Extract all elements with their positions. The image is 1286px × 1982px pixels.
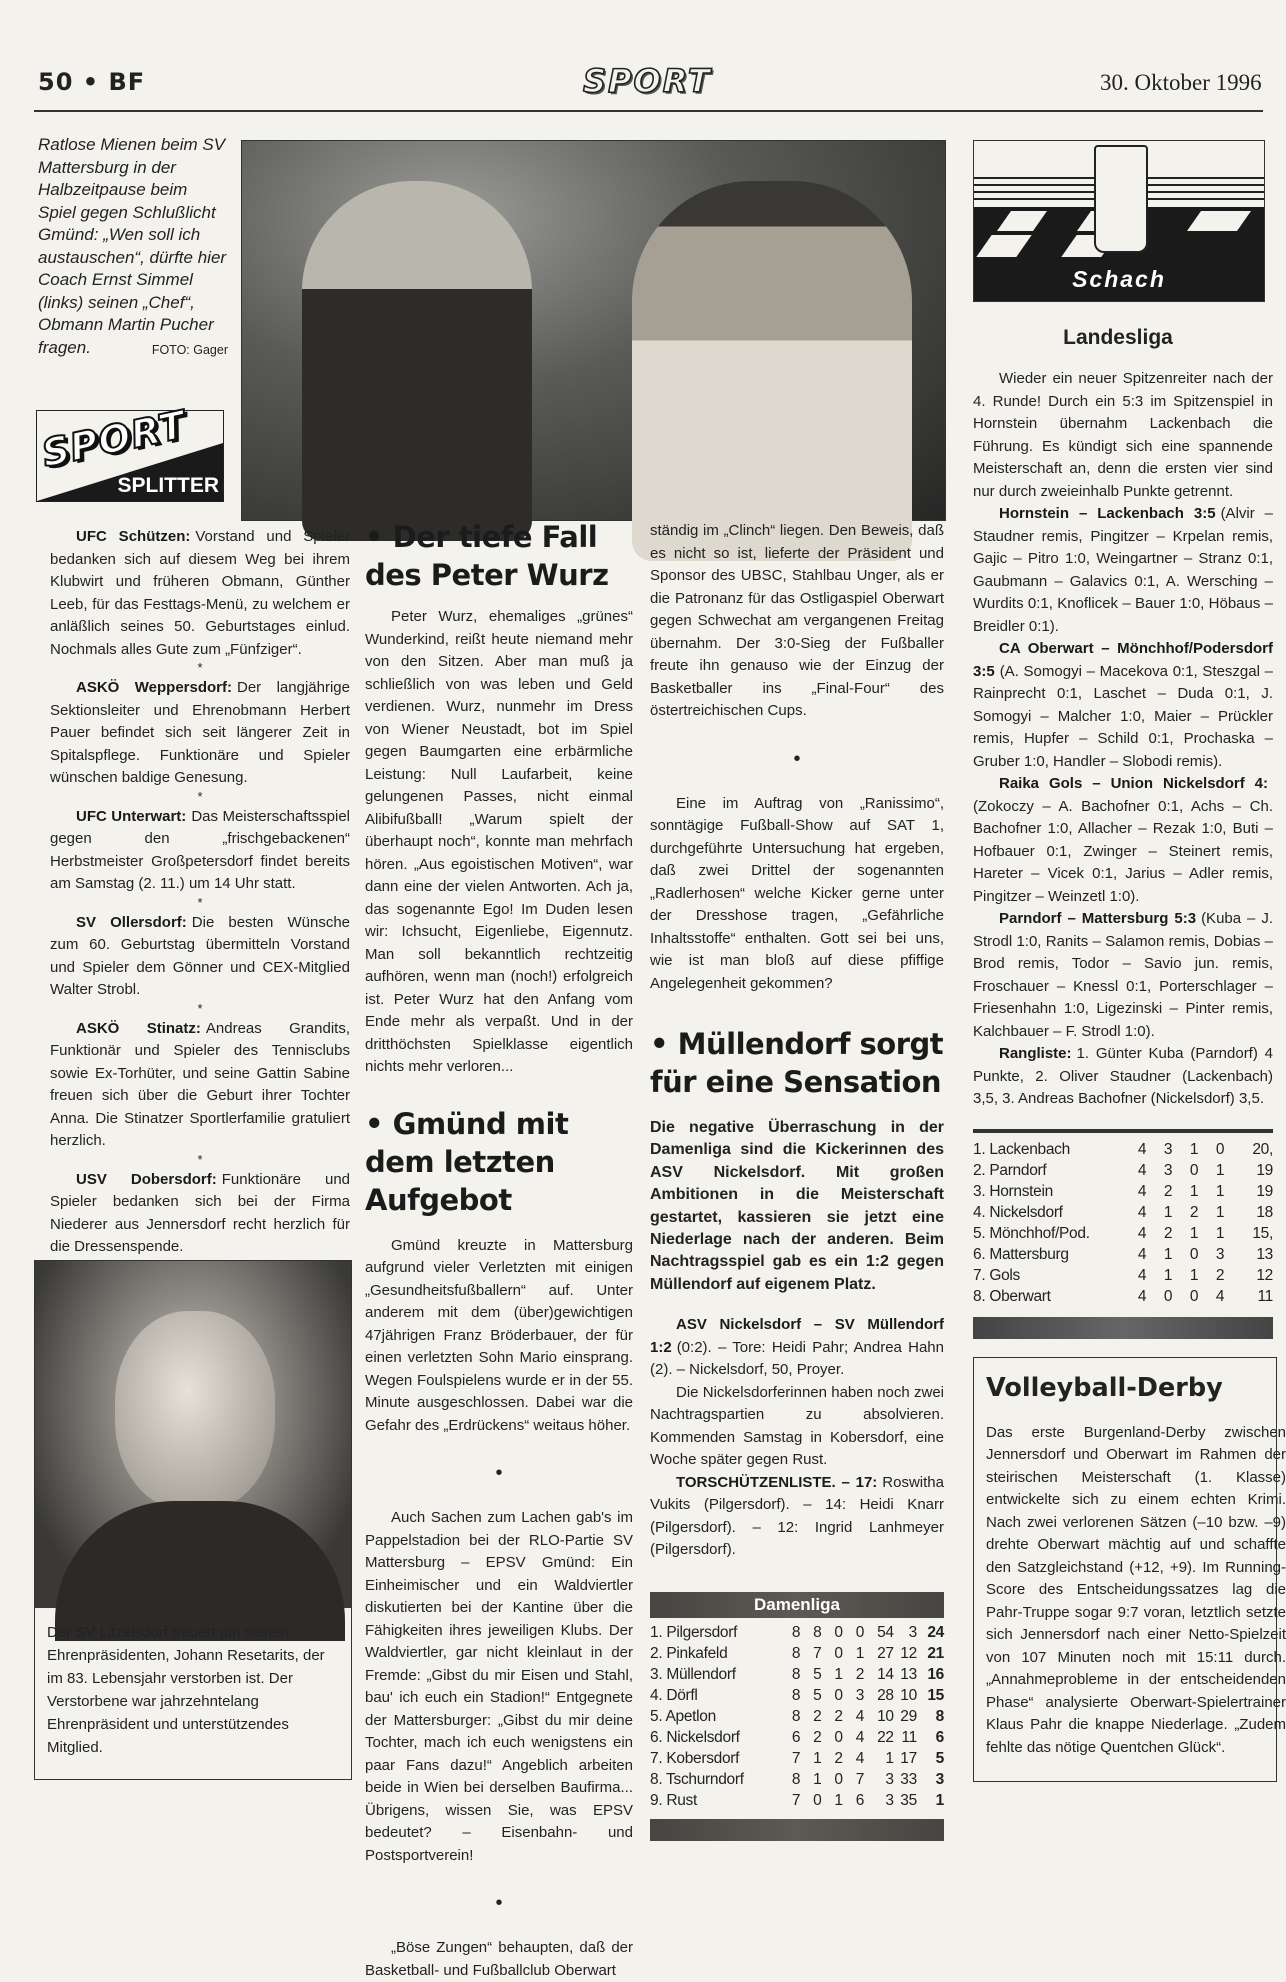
article-column-2 [365, 518, 633, 1982]
splitter-item [50, 912, 350, 1002]
table-cell: 3 [1207, 1244, 1233, 1265]
table-cell: 35 [894, 1790, 917, 1811]
table-cell: 17 [894, 1748, 917, 1769]
table-cell: 0 [828, 1727, 849, 1748]
table-cell: 29 [894, 1706, 917, 1727]
table-cell: 1 [1207, 1202, 1233, 1223]
table-cell: 6 [917, 1727, 944, 1748]
splitter-item-lead: UFC Schützen: [76, 528, 190, 545]
table-cell: 0 [1181, 1244, 1207, 1265]
table-cell: 1 [849, 1643, 870, 1664]
table-row [650, 1790, 944, 1811]
table-cell: 3. Hornstein [973, 1181, 1129, 1202]
separator-star: * [50, 1153, 350, 1166]
headline-gmuend: • Gmünd mit dem letzten Aufgebot [365, 1105, 633, 1219]
table-cell: 4 [1129, 1286, 1155, 1307]
table-cell: 1 [807, 1748, 828, 1769]
splitter-item [50, 526, 350, 661]
table-cell: 8 [785, 1664, 806, 1685]
bullet-separator: • [365, 1891, 633, 1915]
table-cell: 28 [871, 1685, 894, 1706]
table-cell: 12 [894, 1643, 917, 1664]
table-cell: 3 [849, 1685, 870, 1706]
separator-star: * [50, 896, 350, 909]
table-cell: 14 [871, 1664, 894, 1685]
chess-column [973, 140, 1283, 1782]
table-cell: 5 [807, 1664, 828, 1685]
table-cell: 5 [807, 1685, 828, 1706]
table-cell: 5. Mönchhof/Pod. [973, 1223, 1129, 1244]
table-cell: 19 [1233, 1160, 1273, 1181]
table-cell: 18 [1233, 1202, 1273, 1223]
table-cell: 7 [849, 1769, 870, 1790]
table-cell: 2 [1181, 1202, 1207, 1223]
table-cell: 0 [807, 1790, 828, 1811]
table-cell: 3 [1155, 1139, 1181, 1160]
splitter-item-lead: UFC Unterwart: [76, 808, 186, 825]
chess-intro: Wieder ein neuer Spitzenreiter nach der 4. Runde! Durch ein 5:3 im Spitzenspiel in Hornstein übernahm Lackenbach die Führung. Es kündigt sich eine spannende Meisterschaft an, denn die ersten vier sind nur durch zweieinhalb Punkte getrennt. [973, 368, 1273, 503]
table-cell: 13 [1233, 1244, 1273, 1265]
chess-game-lead: CA Oberwart – Mönchhof/Podersdorf 3:5 [973, 640, 1273, 680]
table-cell: 7 [785, 1790, 806, 1811]
table-cell: 1. Lackenbach [973, 1139, 1129, 1160]
table-cell: 4 [1129, 1202, 1155, 1223]
splitter-item [50, 677, 350, 790]
table-cell: 11 [1233, 1286, 1273, 1307]
article-paragraph: Gmünd kreuzte in Mattersburg aufgrund vieler Verletzten mit einigen „Gesundheitsfußballern“ auf. Unter anderem mit dem (über)gewichtigen 47jährigen Franz Bröderbauer, der für einen verletzten Sohn Mario einsprang. Wegen Foulspielens wurde er in der 55. Minute ausgeschlossen. Dabei war die Gefahr des „Erdrückens“ weitaus höher. [365, 1235, 633, 1438]
chess-game-text: (Zokoczy – A. Bachofner 0:1, Achs – Ch. Bachofner 1:0, Allacher – Rezak 1:0, Buti – Hofbauer 0:1, Zwinger – Steinert remis, Hareter – Vicek 0:1, Jarius – Adler remis, Pingitzer – Weinzetl 1:0). [973, 798, 1273, 905]
page-number-label: 50 • BF [38, 68, 145, 96]
chess-logo [973, 140, 1265, 302]
main-photo [241, 140, 946, 521]
chess-report [973, 368, 1273, 1111]
table-footer-bar [650, 1819, 944, 1841]
table-cell: 1 [871, 1748, 894, 1769]
table-cell: 22 [871, 1727, 894, 1748]
scorers-lead: TORSCHÜTZENLISTE. – 17: [676, 1474, 877, 1491]
table-row [650, 1643, 944, 1664]
table-cell: 54 [871, 1622, 894, 1643]
table-cell: 7 [785, 1748, 806, 1769]
article-paragraph: „Böse Zungen“ behaupten, daß der Basketball- und Fußballclub Oberwart [365, 1937, 633, 1982]
table-cell: 8. Tschurndorf [650, 1769, 785, 1790]
article-continuation [650, 520, 944, 995]
article-wurz-body: Peter Wurz, ehemaliges „grünes“ Wunderkind, reißt heute niemand mehr von den Sitzen. Aber man muß ja schließlich von was leben und Geld verdienen. Wurz, nunmehr im Dress von Wiener Neustadt, bot im Spiel gegen Baumgarten eine erbärmliche Leistung: Null Laufarbeit, keine gelungenen Passes, nicht einmal Alibifußball! „Warum spielt der überhaupt noch“, konnte man mehrfach hören. „Aus egoistischen Motiven“, war dann eine der vielen Antworten. Ach ja, das sogenannte Ego! Im Duden lesen wir: Ichsucht, Eigenliebe, Eigennutz. Man soll bekanntlich rechtzeitig aufhören, wenn man (noch!) erfolgreich ist. Peter Wurz hat den Anfang vom Ende mehr als verpaßt. Und in der dritthöchsten Spielklasse eigentlich nichts mehr verloren... [365, 606, 633, 1079]
table-cell: 4 [1129, 1160, 1155, 1181]
table-cell: 1 [917, 1790, 944, 1811]
table-cell: 1 [828, 1790, 849, 1811]
chess-game-lead: Parndorf – Mattersburg 5:3 [999, 910, 1196, 927]
table-row [973, 1286, 1273, 1307]
table-cell: 5 [917, 1748, 944, 1769]
article-paragraph: Eine im Auftrag von „Ranissimo“, sonntägige Fußball-Show auf SAT 1, durchgeführte Untersuchung hat ergeben, daß zwei Drittel der sogenannten „Radlerhosen“ welche Kicker gerne unter der Dresshose tragen, „Gefährliche Inhaltsstoffe“ enthalten. Gott sei bei uns, wie ist man bloß auf diese pfiffige Angelegenheit gekommen? [650, 793, 944, 996]
table-cell: 1. Pilgersdorf [650, 1622, 785, 1643]
table-cell: 0 [1181, 1160, 1207, 1181]
table-cell: 24 [917, 1622, 944, 1643]
issue-date: 30. Oktober 1996 [1100, 70, 1262, 96]
table-cell: 1 [1155, 1244, 1181, 1265]
article-gmuend [365, 1235, 633, 1982]
table-cell: 0 [828, 1643, 849, 1664]
table-cell: 27 [871, 1643, 894, 1664]
chess-game-lead: Hornstein – Lackenbach 3:5 [999, 505, 1216, 522]
table-row [650, 1622, 944, 1643]
table-cell: 4 [1129, 1244, 1155, 1265]
table-row [973, 1181, 1273, 1202]
table-cell: 10 [871, 1706, 894, 1727]
table-cell: 0 [1181, 1286, 1207, 1307]
table-cell: 7. Kobersdorf [650, 1748, 785, 1769]
table-cell: 11 [894, 1727, 917, 1748]
table-cell: 1 [1207, 1223, 1233, 1244]
table-cell: 3. Müllendorf [650, 1664, 785, 1685]
table-row [650, 1748, 944, 1769]
chess-game [973, 908, 1273, 1043]
chess-game [973, 1043, 1273, 1111]
splitter-item [50, 1018, 350, 1153]
table-cell: 8 [785, 1769, 806, 1790]
table-cell: 8. Oberwart [973, 1286, 1129, 1307]
table-cell: 6 [849, 1790, 870, 1811]
table-cell: 0 [1155, 1286, 1181, 1307]
table-cell: 6 [785, 1727, 806, 1748]
photo-person-left [302, 181, 532, 541]
table-cell: 1 [1155, 1202, 1181, 1223]
table-row [650, 1727, 944, 1748]
photo-caption [38, 134, 228, 361]
separator-star: * [50, 790, 350, 803]
table-cell: 0 [828, 1685, 849, 1706]
headline-muellendorf: • Müllendorf sorgt für eine Sensation [650, 1025, 944, 1101]
separator-star: * [50, 661, 350, 674]
table-cell: 1 [1207, 1160, 1233, 1181]
splitter-column [50, 526, 350, 1259]
splitter-item-lead: USV Dobersdorf: [76, 1171, 217, 1188]
volleyball-headline: Volleyball-Derby [986, 1368, 1264, 1408]
splitter-item-text: Andreas Grandits, Funktionär und Spieler des Tennisclubs sowie Ex-Torhüter, und seine Gattin Sabine freuen sich über die Geburt ihrer Tochter Anna. Die Stinatzer Sportlerfamilie gratuliert herzlich. [50, 1020, 350, 1150]
headline-wurz: • Der tiefe Fall des Peter Wurz [365, 518, 633, 594]
table-cell: 1 [1181, 1265, 1207, 1286]
table-cell: 2 [1155, 1181, 1181, 1202]
table-cell: 2 [807, 1706, 828, 1727]
table-cell: 2 [1207, 1265, 1233, 1286]
article-paragraph: ständig im „Clinch“ liegen. Den Beweis, daß es nicht so ist, lieferte der Präsident und Sponsor des UBSC, Stahlbau Unger, als er die Patronanz für das Ostligaspiel Oberwart gegen Schwechat am vergangenen Freitag übernahm. Der 3:0-Sieg der Fußballer freute ihn genauso wie der Einzug der Basketballer ins „Final-Four“ des östertreichischen Cups. [650, 520, 944, 723]
table-cell: 8 [785, 1643, 806, 1664]
chess-game [973, 503, 1273, 638]
table-cell: 19 [1233, 1181, 1273, 1202]
table-cell: 2 [828, 1706, 849, 1727]
table-row [973, 1160, 1273, 1181]
table-row [973, 1139, 1273, 1160]
article-paragraph: Auch Sachen zum Lachen gab's im Pappelstadion bei der RLO-Partie SV Mattersburg – EPSV Gmünd: Ein Einheimischer und ein Waldviertler diskutierten bei der Kantine über die Fähigkeiten ihres jeweiligen Klubs. Der Waldviertler, gar nicht kleinlaut in der Fremde: „Gibst du mir Eisen und Stahl, bau' ich euch ein Stadion!“ Entgegnete der Mattersburger: „Gibst du mir deine Tochter, mach ich euch wenigstens ein paar Fans dazu!“ Angeblich arbeiten beide in Wien bei derselben Baufirma... Übrigens, wissen Sie, was EPSV bedeutet? – Eisenbahn- und Postsportverein! [365, 1507, 633, 1867]
article-column-3 [650, 520, 944, 1841]
table-cell: 1 [1181, 1181, 1207, 1202]
table-row [650, 1664, 944, 1685]
table-cell: 4 [849, 1727, 870, 1748]
damenliga-title: Damenliga [650, 1592, 944, 1618]
table-cell: 6. Nickelsdorf [650, 1727, 785, 1748]
table-cell: 8 [785, 1622, 806, 1643]
table-cell: 16 [917, 1664, 944, 1685]
volleyball-box [973, 1357, 1277, 1783]
table-cell: 4 [1129, 1265, 1155, 1286]
table-cell: 13 [894, 1664, 917, 1685]
splitter-item-text: Funktionäre und Spieler bedanken sich bei der Firma Niederer aus Jennersdorf recht herzlich für die Dressenspende. [50, 1171, 350, 1256]
splitter-item [50, 1169, 350, 1259]
result-text: (0:2). – Tore: Heidi Pahr; Andrea Hahn (2). – Nickelsdorf, 50, Proyer. [650, 1339, 944, 1379]
table-footer-bar [973, 1317, 1273, 1339]
obituary-photo [34, 1260, 352, 1608]
table-row [973, 1244, 1273, 1265]
section-title: SPORT [583, 62, 712, 100]
table-row [973, 1223, 1273, 1244]
chess-game-text: 1. Günter Kuba (Parndorf) 4 Punkte, 2. Oliver Staudner (Lackenbach) 3,5, 3. Andreas Bachofner (Nickelsdorf) 3,5. [973, 1045, 1273, 1107]
table-cell: 4 [1207, 1286, 1233, 1307]
table-row [650, 1685, 944, 1706]
table-cell: 8 [785, 1685, 806, 1706]
table-cell: 2. Parndorf [973, 1160, 1129, 1181]
table-cell: 1 [1207, 1181, 1233, 1202]
chess-game [973, 773, 1273, 908]
table-cell: 4. Nickelsdorf [973, 1202, 1129, 1223]
table-cell: 7. Gols [973, 1265, 1129, 1286]
table-cell: 2 [1155, 1223, 1181, 1244]
logo-sport-text: SPORT [38, 402, 190, 475]
table-cell: 9. Rust [650, 1790, 785, 1811]
table-cell: 4 [849, 1748, 870, 1769]
scorers-text: Roswitha Vukits (Pilgersdorf). – 14: Heidi Knarr (Pilgersdorf). – 12: Ingrid Lanhmeyer (Pilgersdorf). [650, 1474, 944, 1559]
chess-game-lead: Rangliste: [999, 1045, 1072, 1062]
table-cell: 2. Pinkafeld [650, 1643, 785, 1664]
table-cell: 12 [1233, 1265, 1273, 1286]
table-row [973, 1265, 1273, 1286]
table-row [650, 1706, 944, 1727]
table-cell: 3 [871, 1769, 894, 1790]
chess-game-text: (A. Somogyi – Macekova 0:1, Steszgal – Rainprecht 0:1, Laschet – Duda 0:1, J. Somogyi – Malcher 1:0, Maier – Prückler remis, Hupfer – Schild 0:1, Prochaska – Gruber 1:0, Handler – Slobodi remis). [973, 663, 1273, 770]
bullet-separator: • [365, 1461, 633, 1485]
splitter-item-text: Vorstand und Spieler bedanken sich auf diesem Weg bei ihrem Klubwirt und früheren Obmann, Günther Leeb, für das Festtags-Menü, zu welchem er anläßlich seines 50. Geburtstages einlud. Nochmals alles Gute zum „Fünfziger“. [50, 528, 350, 658]
table-cell: 0 [1207, 1139, 1233, 1160]
photo-person-right [632, 181, 912, 561]
splitter-item-text: Die besten Wünsche zum 60. Geburtstag übermitteln Vorstand und Spieler dem Gönner und CEX-Mitglied Walter Strobl. [50, 914, 350, 999]
table-cell: 3 [871, 1790, 894, 1811]
table-cell: 21 [917, 1643, 944, 1664]
splitter-item [50, 806, 350, 896]
table-cell: 0 [828, 1622, 849, 1643]
table-row [973, 1202, 1273, 1223]
table-cell: 4 [1129, 1181, 1155, 1202]
league-table [973, 1129, 1273, 1307]
table-cell: 6. Mattersburg [973, 1244, 1129, 1265]
rook-icon [1094, 145, 1148, 253]
table-cell: 4 [1129, 1223, 1155, 1244]
article-paragraph: Die Nickelsdorferinnen haben noch zwei Nachtragspartien zu absolvieren. Kommenden Samstag in Kobersdorf, eine Woche später gegen Rust. [650, 1382, 944, 1472]
splitter-item-text: Der langjährige Sektionsleiter und Ehrenobmann Herbert Pauer befindet sich seit längerer Zeit in Spitalspflege. Funktionäre und Spieler wünschen baldige Genesung. [50, 679, 350, 786]
splitter-item-text: Das Meisterschaftsspiel gegen den „frischgebackenen“ Herbstmeister Großpetersdorf findet bereits am Samstag (2. 11.) um 14 Uhr statt. [50, 808, 350, 893]
sport-splitter-logo [36, 410, 224, 502]
obituary-caption: Der SV Litzelsdorf trauert um seinen Ehrenpräsidenten, Johann Resetarits, der im 83. Lebensjahr verstorben ist. Der Verstorbene war jahrzehntelang Ehrenpräsident und unterstützendes Mitglied. [34, 1607, 352, 1780]
chess-game-text: (Alvir – Staudner remis, Pingitzer – Krpelan remis, Gajic – Pitro 1:0, Weingartner – Stranz 0:1, Gaubmann – Galavics 0:1, A. Wersching – Wurdits 0:1, Knoflicek – Bauer 1:0, Höbaus – Breidler 0:1). [973, 505, 1273, 635]
table-cell: 4 [1129, 1139, 1155, 1160]
photo-credit: FOTO: Gager [152, 339, 228, 362]
table-cell: 1 [1155, 1265, 1181, 1286]
table-row [650, 1769, 944, 1790]
splitter-item-lead: ASKÖ Stinatz: [76, 1020, 201, 1037]
table-cell: 2 [828, 1748, 849, 1769]
table-cell: 8 [917, 1706, 944, 1727]
section-heading: Landesliga [973, 326, 1263, 350]
chess-game-lead: Raika Gols – Union Nickelsdorf 4: [999, 775, 1268, 792]
table-cell: 1 [807, 1769, 828, 1790]
table-cell: 2 [807, 1727, 828, 1748]
table-cell: 15 [917, 1685, 944, 1706]
logo-splitter-text: SPLITTER [117, 474, 219, 498]
table-cell: 5. Apetlon [650, 1706, 785, 1727]
chess-game-text: (Kuba – J. Strodl 1:0, Ranits – Salamon remis, Dobias – Brod remis, Todor – Savio jun. remis, Froschauer – Knessl 0:1, Porterschlager – Friesenhahn 1:0, Ligezinski – Pinter remis, Kalchbauer – F. Strodl 1:0). [973, 910, 1273, 1040]
table-cell: 33 [894, 1769, 917, 1790]
table-cell: 20, [1233, 1139, 1273, 1160]
splitter-item-lead: ASKÖ Weppersdorf: [76, 679, 232, 696]
table-cell: 15, [1233, 1223, 1273, 1244]
table-cell: 1 [828, 1664, 849, 1685]
portrait-face [115, 1311, 275, 1511]
chess-game [973, 638, 1273, 773]
table-cell: 1 [1181, 1223, 1207, 1244]
table-cell: 3 [1155, 1160, 1181, 1181]
article-muellendorf [650, 1314, 944, 1562]
table-cell: 4 [849, 1706, 870, 1727]
chess-logo-label: Schach [974, 266, 1264, 293]
table-cell: 7 [807, 1643, 828, 1664]
table-cell: 8 [785, 1706, 806, 1727]
volleyball-body: Das erste Burgenland-Derby zwischen Jennersdorf und Oberwart im Rahmen der steirischen Meisterschaft (1. Klasse) entwickelte sich zu einem echten Krimi. Nach zwei verlorenen Sätzen (–10 bzw. –9) drehte Oberwart mächtig auf und schaffte den Satzgleichstand (+12, +9). Im Running-Score des Entscheidungssatzes lag die Pahr-Truppe sogar 9:7 voran, letztlich setzte sich Jennersdorf nach einer Netto-Spielzeit von 107 Minuten noch mit 15:11 durch. „Annahmeprobleme in der entscheidenden Phase“ analysierte Oberwart-Spielertrainer Klaus Pahr die knappe Niederlage. „Zudem fehlte das nötige Quentchen Glück“. [986, 1422, 1286, 1760]
splitter-item-lead: SV Ollersdorf: [76, 914, 187, 931]
damenliga-table [650, 1592, 944, 1841]
table-cell: 2 [849, 1664, 870, 1685]
table-cell: 3 [894, 1622, 917, 1643]
separator-star: * [50, 1002, 350, 1015]
article-wurz [365, 606, 633, 1079]
table-cell: 0 [828, 1769, 849, 1790]
damenliga-rows [650, 1618, 944, 1815]
table-cell: 3 [917, 1769, 944, 1790]
table-cell: 0 [849, 1622, 870, 1643]
table-cell: 8 [807, 1622, 828, 1643]
photo-caption-text: Ratlose Mienen beim SV Mattersburg in der Halbzeitpause beim Spiel gegen Schlußlicht Gmünd: „Wen soll ich austauschen“, dürfte hier Coach Ernst Simmel (links) seinen „Chef“, Obmann Martin Pucher fragen. [38, 135, 226, 357]
bullet-separator: • [650, 747, 944, 771]
header-divider [34, 110, 1263, 112]
result-lead: ASV Nickelsdorf – SV Müllendorf 1:2 [650, 1316, 944, 1356]
table-cell: 10 [894, 1685, 917, 1706]
table-cell: 1 [1181, 1139, 1207, 1160]
table-cell: 4. Dörfl [650, 1685, 785, 1706]
article-lead: Die negative Überraschung in der Damenliga sind die Kickerinnen des ASV Nickelsdorf. Mit großen Ambitionen in die Meisterschaft gestartet, kassieren sie jetzt eine Niederlage nach der anderen. Beim Nachtragsspiel gab es ein 1:2 gegen Müllendorf auf eigenem Platz. [650, 1117, 944, 1296]
